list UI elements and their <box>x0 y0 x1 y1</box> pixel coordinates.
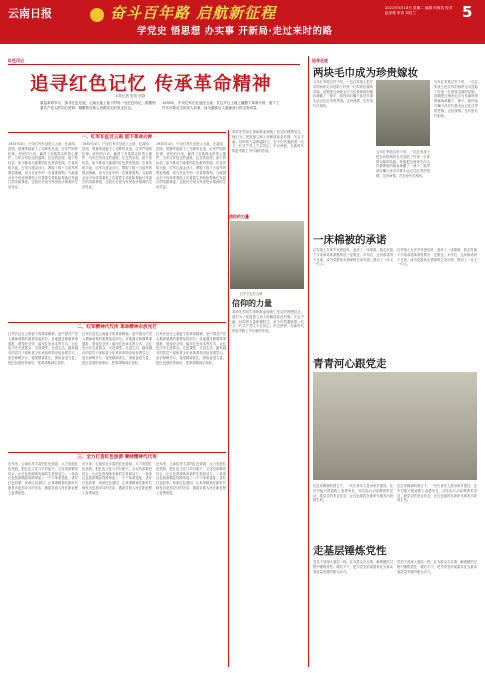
sidebar-tag: 追寻足迹 <box>312 58 328 63</box>
party-emblem-icon <box>90 8 104 22</box>
feature-text-top: 革命先烈用生命和鲜血铸就了坚定的理想信念，他们为了民族独立和人民解放前赴后继，矢志不渝。信仰的力量跨越时空，至今仍然激励着一代又一代共产党人不忘初心、牢记使命，在新时代的赶考路上书写新的答卷。 <box>232 130 304 154</box>
section-head-1: 一、红军长征过云南 留下革命火种 <box>81 135 153 140</box>
sidebar-story-1-col-1: 当年红军路过村子时，一位红军战士把仅有的两块毛巾送给了村里一位即将出嫁的姑娘。姑娘把这两块毛巾当作最珍贵的嫁妆珍藏了一辈子，临终前叮嘱子孙后代要永远记住红军的恩情。这份深情，在村里代代相传。 <box>313 80 373 108</box>
section-head-2: 二、红军精神代代传 革命精神永放光芒 <box>77 325 157 330</box>
section-rule <box>8 452 226 453</box>
dateline: 2021年5月18日 星期二 编辑 何海英 校对 赵家骏 审读 刘桂兰 <box>385 6 453 15</box>
sidebar-headline-1: 两块毛巾成为珍贵嫁妆 <box>313 67 418 79</box>
tag-divider <box>8 64 300 65</box>
subslogan: 学党史 悟思想 办实事 开新局·走过来时的路 <box>137 26 333 37</box>
sidebar-story-4-col-2: 党员干部深入基层一线，在为群众办实事、解难题的过程中锤炼党性、增长才干，把学党史的成果转化为推动高质量发展的强大动力。 <box>397 560 477 574</box>
column-divider <box>308 56 309 667</box>
section-2-col-2: 红军长征在云南留下的革命精神，是中国共产党人精神谱系的重要组成部分。各地通过修缮革命遗址、建设纪念馆、编写红色读本等方式，让红色历史走进群众、走进课堂、走进生活。越来越多的党员干部和青少年来到革命旧址参观学习，追忆峥嵘岁月，接受精神洗礼，汲取奋进力量，把红色基因传承好、把革命精神弘扬好。 <box>82 332 152 365</box>
sidebar-story-4-col-1: 党员干部深入基层一线，在为群众办实事、解难题的过程中锤炼党性、增长才干，把学党史的成果转化为推动高质量发展的强大动力。 <box>313 560 393 574</box>
feature-headline: 信仰的力量 <box>232 298 272 308</box>
section-3-col-2: 近年来，云南依托丰富的红色资源，大力发展红色旅游，把红色文化与乡村振兴、文化传承紧密结合，让红色资源焕发新的生机和活力。一条条红色旅游精品线路串起了一个个革命遗址，讲好红色故事，传承红色基因，让革命精神在新时代焕发出更加夺目的光彩，激励各族人民在新征程上奋勇前进。 <box>82 462 152 495</box>
group-photo <box>313 372 477 480</box>
section-1-col-3: 1935年4月，中央红军长征进入云南，在曲靖、昆明、楚雄等地留下了光辉的足迹。红军严明的纪律、爱民的行动，赢得了各族群众的衷心拥护。当年红军经过的道路、住过的房屋、留下的标语，如今都成为重要的红色教育资源。在禄劝皎平渡，红军巧渡金沙江，摆脱了数十万敌军的围追堵截，成为长征中的一次重要胜利。当地群众至今仍传颂着船工们冒着生命危险帮助红军渡江的英雄事迹，这段历史成为军民鱼水情深的生动见证。 <box>156 142 226 190</box>
intro-right: 1935年，中央红军长征途经云南，在这片红土地上播撒下革命火种，留下了许多可歌可泣的动人故事，成为激励后人砥砺前行的宝贵财富。 <box>162 101 280 111</box>
section-head-3: 三、全力打造红色旅游 赓续精神代代传 <box>77 455 157 460</box>
sidebar-story-1-col-3: 当年红军路过村子时，一位红军战士把仅有的两块毛巾送给了村里一位即将出嫁的姑娘。姑娘把这两块毛巾当作最珍贵的嫁妆珍藏了一辈子，临终前叮嘱子孙后代要永远记住红军的恩情。这份深情，在村里代代相传。 <box>376 150 430 178</box>
section-3-col-3: 近年来，云南依托丰富的红色资源，大力发展红色旅游，把红色文化与乡村振兴、文化传承紧密结合，让红色资源焕发新的生机和活力。一条条红色旅游精品线路串起了一个个革命遗址，讲好红色故事，传承红色基因，让革命精神在新时代焕发出更加夺目的光彩，激励各族人民在新征程上奋勇前进。 <box>156 462 226 495</box>
sidebar-headline-4: 走基层锤炼党性 <box>313 545 387 557</box>
section-3-col-1: 近年来，云南依托丰富的红色资源，大力发展红色旅游，把红色文化与乡村振兴、文化传承紧密结合，让红色资源焕发新的生机和活力。一条条红色旅游精品线路串起了一个个革命遗址，讲好红色故事，传承红色基因，让革命精神在新时代焕发出更加夺目的光彩，激励各族人民在新征程上奋勇前进。 <box>8 462 78 495</box>
section-rule <box>8 322 226 323</box>
sidebar-headline-3: 青青河心跟党走 <box>313 358 387 370</box>
main-story-tag: 红色印记 <box>8 58 24 63</box>
main-byline: 本报记者 张旭 何群 <box>115 94 146 98</box>
sidebar-story-1-col-2: 当年红军路过村子时，一位红军战士把仅有的两块毛巾送给了村里一位即将出嫁的姑娘。姑娘把这两块毛巾当作最珍贵的嫁妆珍藏了一辈子，临终前叮嘱子孙后代要永远记住红军的恩情。这份深情，在村里代代相传。 <box>434 80 478 118</box>
section-rule <box>8 132 226 133</box>
section-1-col-1: 1935年4月，中央红军长征进入云南，在曲靖、昆明、楚雄等地留下了光辉的足迹。红军严明的纪律、爱民的行动，赢得了各族群众的衷心拥护。当年红军经过的道路、住过的房屋、留下的标语，如今都成为重要的红色教育资源。在禄劝皎平渡，红军巧渡金沙江，摆脱了数十万敌军的围追堵截，成为长征中的一次重要胜利。当地群众至今仍传颂着船工们冒着生命危险帮助红军渡江的英雄事迹，这段历史成为军民鱼水情深的生动见证。 <box>8 142 78 190</box>
sidebar-story-2-col-2: 红军战士在老乡家借住时，盖坏了一床棉被，临走时留下字条承诺革命胜利后一定赔还。多年后，这份承诺终于兑现，成为党群鱼水情深的生动写照，感动了一代又一代人。 <box>397 248 477 267</box>
intro-left: 重温革命岁月，探寻红色足迹。云南大地上留下的每一处红色印记，都镌刻着共产党人的初心使命，凝聚着各族人民跟党走的坚定信念。 <box>40 101 156 111</box>
section-1-col-2: 1935年4月，中央红军长征进入云南，在曲靖、昆明、楚雄等地留下了光辉的足迹。红军严明的纪律、爱民的行动，赢得了各族群众的衷心拥护。当年红军经过的道路、住过的房屋、留下的标语，如今都成为重要的红色教育资源。在禄劝皎平渡，红军巧渡金沙江，摆脱了数十万敌军的围追堵截，成为长征中的一次重要胜利。当地群众至今仍传颂着船工们冒着生命危险帮助红军渡江的英雄事迹，这段历史成为军民鱼水情深的生动见证。 <box>82 142 152 190</box>
column-divider <box>228 130 229 667</box>
photo-caption: 红军长征纪念碑 <box>240 292 263 296</box>
masthead: 云南日报 <box>8 7 52 20</box>
section-2-col-1: 红军长征在云南留下的革命精神，是中国共产党人精神谱系的重要组成部分。各地通过修缮革命遗址、建设纪念馆、编写红色读本等方式，让红色历史走进群众、走进课堂、走进生活。越来越多的党员干部和青少年来到革命旧址参观学习，追忆峥嵘岁月，接受精神洗礼，汲取奋进力量，把红色基因传承好、把革命精神弘扬好。 <box>8 332 78 365</box>
monument-photo <box>230 221 304 289</box>
feature-tag: 信仰的力量 <box>229 214 249 219</box>
main-headline: 追寻红色记忆 传承革命精神 <box>30 74 272 95</box>
slogan: 奋斗百年路 启航新征程 <box>110 4 277 22</box>
sidebar-story-3-col-2: 在红军精神的感召下，一代代青年人投身家乡建设，在乡村振兴的道路上奋勇争先，用实际行动诠释着听党话、跟党走的坚定信念，让红色基因在新时代焕发出勃勃生机。 <box>397 484 477 503</box>
sidebar-story-3-col-1: 在红军精神的感召下，一代代青年人投身家乡建设，在乡村振兴的道路上奋勇争先，用实际行动诠释着听党话、跟党走的坚定信念，让红色基因在新时代焕发出勃勃生机。 <box>313 484 393 503</box>
portrait-photo <box>376 80 430 146</box>
page-number: 5 <box>462 3 473 21</box>
sidebar-story-2-col-1: 红军战士在老乡家借住时，盖坏了一床棉被，临走时留下字条承诺革命胜利后一定赔还。多年后，这份承诺终于兑现，成为党群鱼水情深的生动写照，感动了一代又一代人。 <box>313 248 393 267</box>
sidebar-headline-2: 一床棉被的承诺 <box>313 234 387 246</box>
section-2-col-3: 红军长征在云南留下的革命精神，是中国共产党人精神谱系的重要组成部分。各地通过修缮革命遗址、建设纪念馆、编写红色读本等方式，让红色历史走进群众、走进课堂、走进生活。越来越多的党员干部和青少年来到革命旧址参观学习，追忆峥嵘岁月，接受精神洗礼，汲取奋进力量，把红色基因传承好、把革命精神弘扬好。 <box>156 332 226 365</box>
feature-text: 革命先烈用生命和鲜血铸就了坚定的理想信念，他们为了民族独立和人民解放前赴后继，矢志不渝。信仰的力量跨越时空，至今仍然激励着一代又一代共产党人不忘初心、牢记使命，在新时代的赶考路上书写新的答卷。 <box>232 310 304 334</box>
